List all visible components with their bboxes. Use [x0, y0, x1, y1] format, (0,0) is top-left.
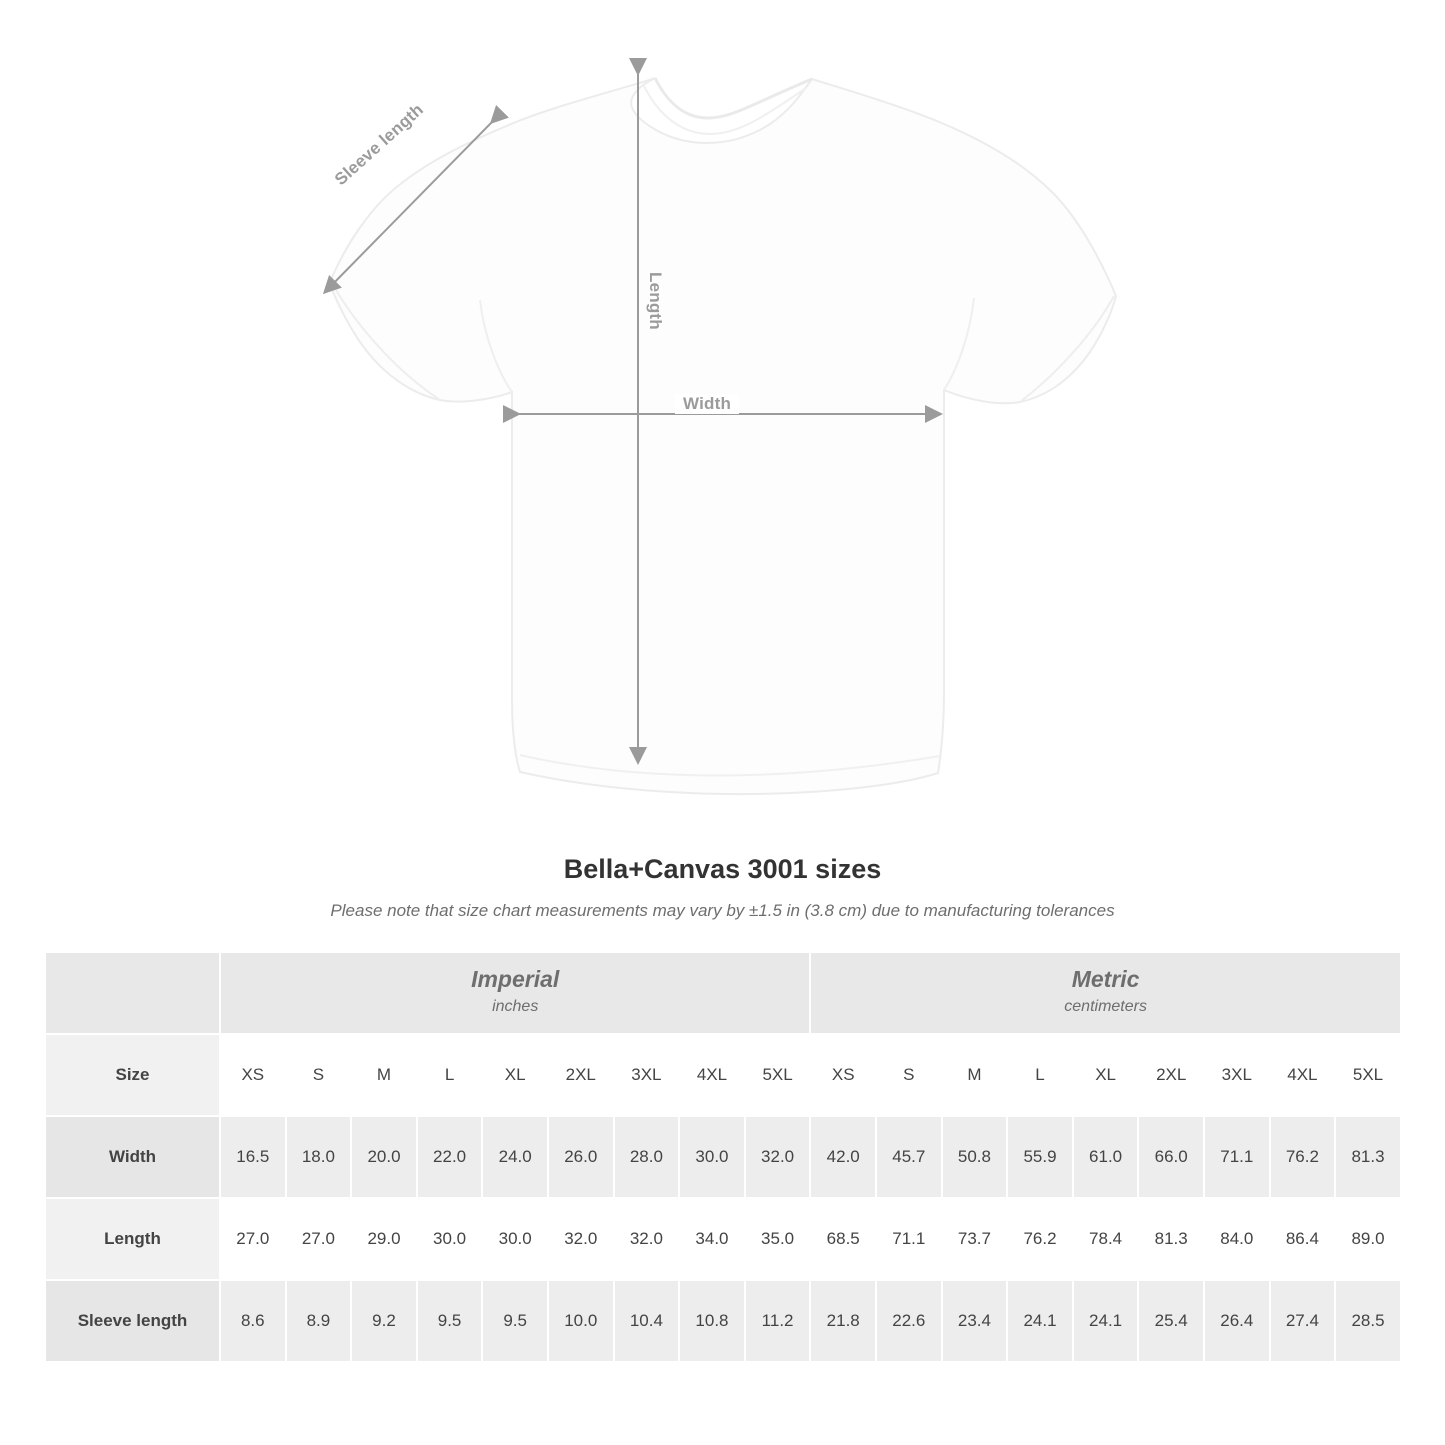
- column-header-xl: XL: [482, 1034, 548, 1116]
- measurement-cell: 9.5: [482, 1280, 548, 1362]
- measurement-cell: 26.4: [1204, 1280, 1270, 1362]
- measurement-cell: 10.4: [614, 1280, 680, 1362]
- column-header-4xl: 4XL: [1270, 1034, 1336, 1116]
- unit-group-sub: inches: [492, 998, 539, 1015]
- measurement-cell: 71.1: [876, 1198, 942, 1280]
- measurement-cell: 16.5: [220, 1116, 286, 1198]
- measurement-cell: 61.0: [1073, 1116, 1139, 1198]
- length-label: Length: [646, 272, 665, 330]
- measurement-cell: 26.0: [548, 1116, 614, 1198]
- measurement-cell: 20.0: [351, 1116, 417, 1198]
- measurement-cell: 25.4: [1138, 1280, 1204, 1362]
- column-header-xl: XL: [1073, 1034, 1139, 1116]
- column-header-m: M: [942, 1034, 1008, 1116]
- measurement-cell: 27.4: [1270, 1280, 1336, 1362]
- measurement-cell: 30.0: [679, 1116, 745, 1198]
- measurement-cell: 71.1: [1204, 1116, 1270, 1198]
- measurement-cell: 32.0: [745, 1116, 811, 1198]
- measurement-cell: 29.0: [351, 1198, 417, 1280]
- column-header-l: L: [417, 1034, 483, 1116]
- measurement-cell: 86.4: [1270, 1198, 1336, 1280]
- table-corner-cell: [45, 952, 220, 1034]
- column-header-l: L: [1007, 1034, 1073, 1116]
- measurement-cell: 21.8: [810, 1280, 876, 1362]
- measurement-cell: 81.3: [1335, 1116, 1401, 1198]
- tolerance-note: Please note that size chart measurements may vary by ±1.5 in (3.8 cm) due to manufacturing tolerances: [330, 901, 1115, 920]
- measurement-cell: 11.2: [745, 1280, 811, 1362]
- unit-group-imperial: [220, 952, 810, 1034]
- table-row: [45, 1280, 1401, 1362]
- measurement-cell: 28.0: [614, 1116, 680, 1198]
- unit-group-metric: [810, 952, 1400, 1034]
- column-header-m: M: [351, 1034, 417, 1116]
- unit-group-name: Imperial: [471, 966, 560, 993]
- measurement-cell: 24.1: [1007, 1280, 1073, 1362]
- measurement-cell: 42.0: [810, 1116, 876, 1198]
- measurement-cell: 8.6: [220, 1280, 286, 1362]
- measurement-cell: 30.0: [482, 1198, 548, 1280]
- measurement-cell: 10.8: [679, 1280, 745, 1362]
- measurement-cell: 45.7: [876, 1116, 942, 1198]
- width-label: Width: [675, 394, 739, 414]
- measurement-cell: 10.0: [548, 1280, 614, 1362]
- row-label: Length: [45, 1198, 220, 1280]
- unit-group-sub: centimeters: [1064, 998, 1147, 1015]
- measurement-cell: 28.5: [1335, 1280, 1401, 1362]
- size-table-wrapper: [44, 951, 1401, 1363]
- measurement-cell: 27.0: [220, 1198, 286, 1280]
- measurement-cell: 68.5: [810, 1198, 876, 1280]
- measurement-cell: 55.9: [1007, 1116, 1073, 1198]
- measurement-cell: 32.0: [548, 1198, 614, 1280]
- column-header-s: S: [876, 1034, 942, 1116]
- measurement-cell: 89.0: [1335, 1198, 1401, 1280]
- table-row: [45, 1116, 1401, 1198]
- column-header-2xl: 2XL: [1138, 1034, 1204, 1116]
- measurement-cell: 34.0: [679, 1198, 745, 1280]
- measurement-cell: 50.8: [942, 1116, 1008, 1198]
- measurement-cell: 73.7: [942, 1198, 1008, 1280]
- column-header-3xl: 3XL: [614, 1034, 680, 1116]
- measurement-cell: 30.0: [417, 1198, 483, 1280]
- measurement-cell: 24.1: [1073, 1280, 1139, 1362]
- measurement-cell: 24.0: [482, 1116, 548, 1198]
- measurement-cell: 22.6: [876, 1280, 942, 1362]
- measurement-cell: 18.0: [286, 1116, 352, 1198]
- measurement-cell: 9.2: [351, 1280, 417, 1362]
- measurement-cell: 32.0: [614, 1198, 680, 1280]
- column-header-xs: XS: [220, 1034, 286, 1116]
- measurement-cell: 35.0: [745, 1198, 811, 1280]
- unit-group-row: [45, 952, 1401, 1034]
- measurement-cell: 8.9: [286, 1280, 352, 1362]
- size-row-label: Size: [45, 1034, 220, 1116]
- table-header-row: [45, 1034, 1401, 1116]
- column-header-s: S: [286, 1034, 352, 1116]
- size-chart-header: [0, 854, 1445, 921]
- size-chart-table: [44, 951, 1402, 1363]
- measurement-cell: 9.5: [417, 1280, 483, 1362]
- page-title: Bella+Canvas 3001 sizes: [563, 854, 882, 884]
- column-header-xs: XS: [810, 1034, 876, 1116]
- measurement-cell: 78.4: [1073, 1198, 1139, 1280]
- measurement-cell: 76.2: [1007, 1198, 1073, 1280]
- row-label: Sleeve length: [45, 1280, 220, 1362]
- table-row: [45, 1198, 1401, 1280]
- column-header-3xl: 3XL: [1204, 1034, 1270, 1116]
- column-header-4xl: 4XL: [679, 1034, 745, 1116]
- measurement-cell: 66.0: [1138, 1116, 1204, 1198]
- column-header-5xl: 5XL: [745, 1034, 811, 1116]
- unit-group-name: Metric: [1071, 966, 1140, 993]
- measurement-cell: 22.0: [417, 1116, 483, 1198]
- measurement-cell: 84.0: [1204, 1198, 1270, 1280]
- sleeve-length-label: Sleeve length: [331, 99, 428, 190]
- measurement-cell: 27.0: [286, 1198, 352, 1280]
- measurement-cell: 76.2: [1270, 1116, 1336, 1198]
- measurement-cell: 23.4: [942, 1280, 1008, 1362]
- measurement-cell: 81.3: [1138, 1198, 1204, 1280]
- column-header-5xl: 5XL: [1335, 1034, 1401, 1116]
- row-label: Width: [45, 1116, 220, 1198]
- column-header-2xl: 2XL: [548, 1034, 614, 1116]
